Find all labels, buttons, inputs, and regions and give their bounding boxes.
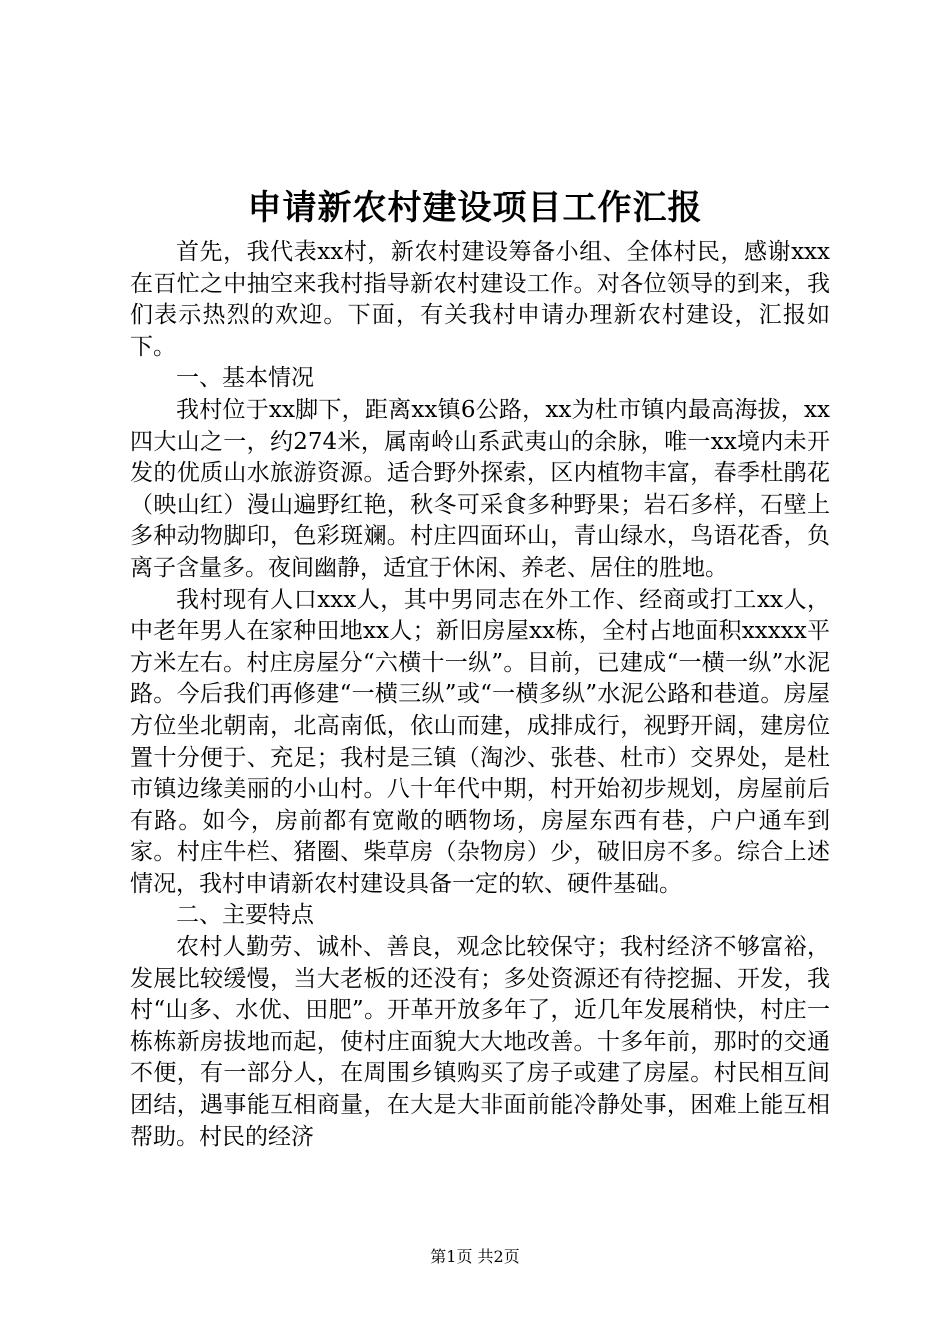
page-number-footer: 第1页 共2页 <box>430 1247 520 1266</box>
paragraph-population: 我村现有人口xxx人，其中男同志在外工作、经商或打工xx人，中老年男人在家种田地xx人；新旧房屋xx栋，全村占地面积xxxxx平方米左右。村庄房屋分“六横十一纵”。目前，已建成“一横一纵”水泥路。今后我们再修建“一横三纵”或“一横多纵”水泥公路和巷道。房屋方位坐北朝南，北高南低，依山而建，成排成行，视野开阔，建房位置十分便于、充足；我村是三镇（淘沙、张巷、杜市）交界处，是杜市镇边缘美丽的小山村。八十年代中期，村开始初步规划，房屋前后有路。如今，房前都有宽敞的晒物场，房屋东西有巷，户户通车到家。村庄牛栏、猪圈、柴草房（杂物房）少，破旧房不多。综合上述情况，我村申请新农村建设具备一定的软、硬件基础。 <box>130 586 830 897</box>
document-title: 申请新农村建设项目工作汇报 <box>247 188 703 228</box>
paragraph-features: 农村人勤劳、诚朴、善良，观念比较保守；我村经济不够富裕，发展比较缓慢，当大老板的还没有；多处资源还有待挖掘、开发，我村“山多、水优、田肥”。开革开放多年了，近几年发展稍快，村庄一栋栋新房拔地而起，使村庄面貌大大地改善。十多年前，那时的交通不便，有一部分人，在周围乡镇购买了房子或建了房屋。村民相互间团结，遇事能互相商量，在大是大非面前能冷静处事，困难上能互相帮助。村民的经济 <box>130 934 830 1150</box>
paragraph-location: 我村位于xx脚下，距离xx镇6公路，xx为杜市镇内最高海拔，xx四大山之一，约274米，属南岭山系武夷山的余脉，唯一xx境内未开发的优质山水旅游资源。适合野外探索，区内植物丰富，春季杜鹃花（映山红）漫山遍野红艳，秋冬可采食多种野果；岩石多样，石壁上多种动物脚印，色彩斑斓。村庄四面环山，青山绿水，鸟语花香，负离子含量多。夜间幽静，适宜于休闲、养老、居住的胜地。 <box>130 396 830 581</box>
section-heading-main-features: 二、主要特点 <box>176 902 314 929</box>
paragraph-intro: 首先，我代表xx村，新农村建设筹备小组、全体村民，感谢xxx在百忙之中抽空来我村指导新农村建设工作。对各位领导的到来，我们表示热烈的欢迎。下面，有关我村申请办理新农村建设，汇报如下。 <box>130 239 830 360</box>
document-body <box>130 237 830 1153</box>
section-heading-basic-situation: 一、基本情况 <box>176 365 314 392</box>
